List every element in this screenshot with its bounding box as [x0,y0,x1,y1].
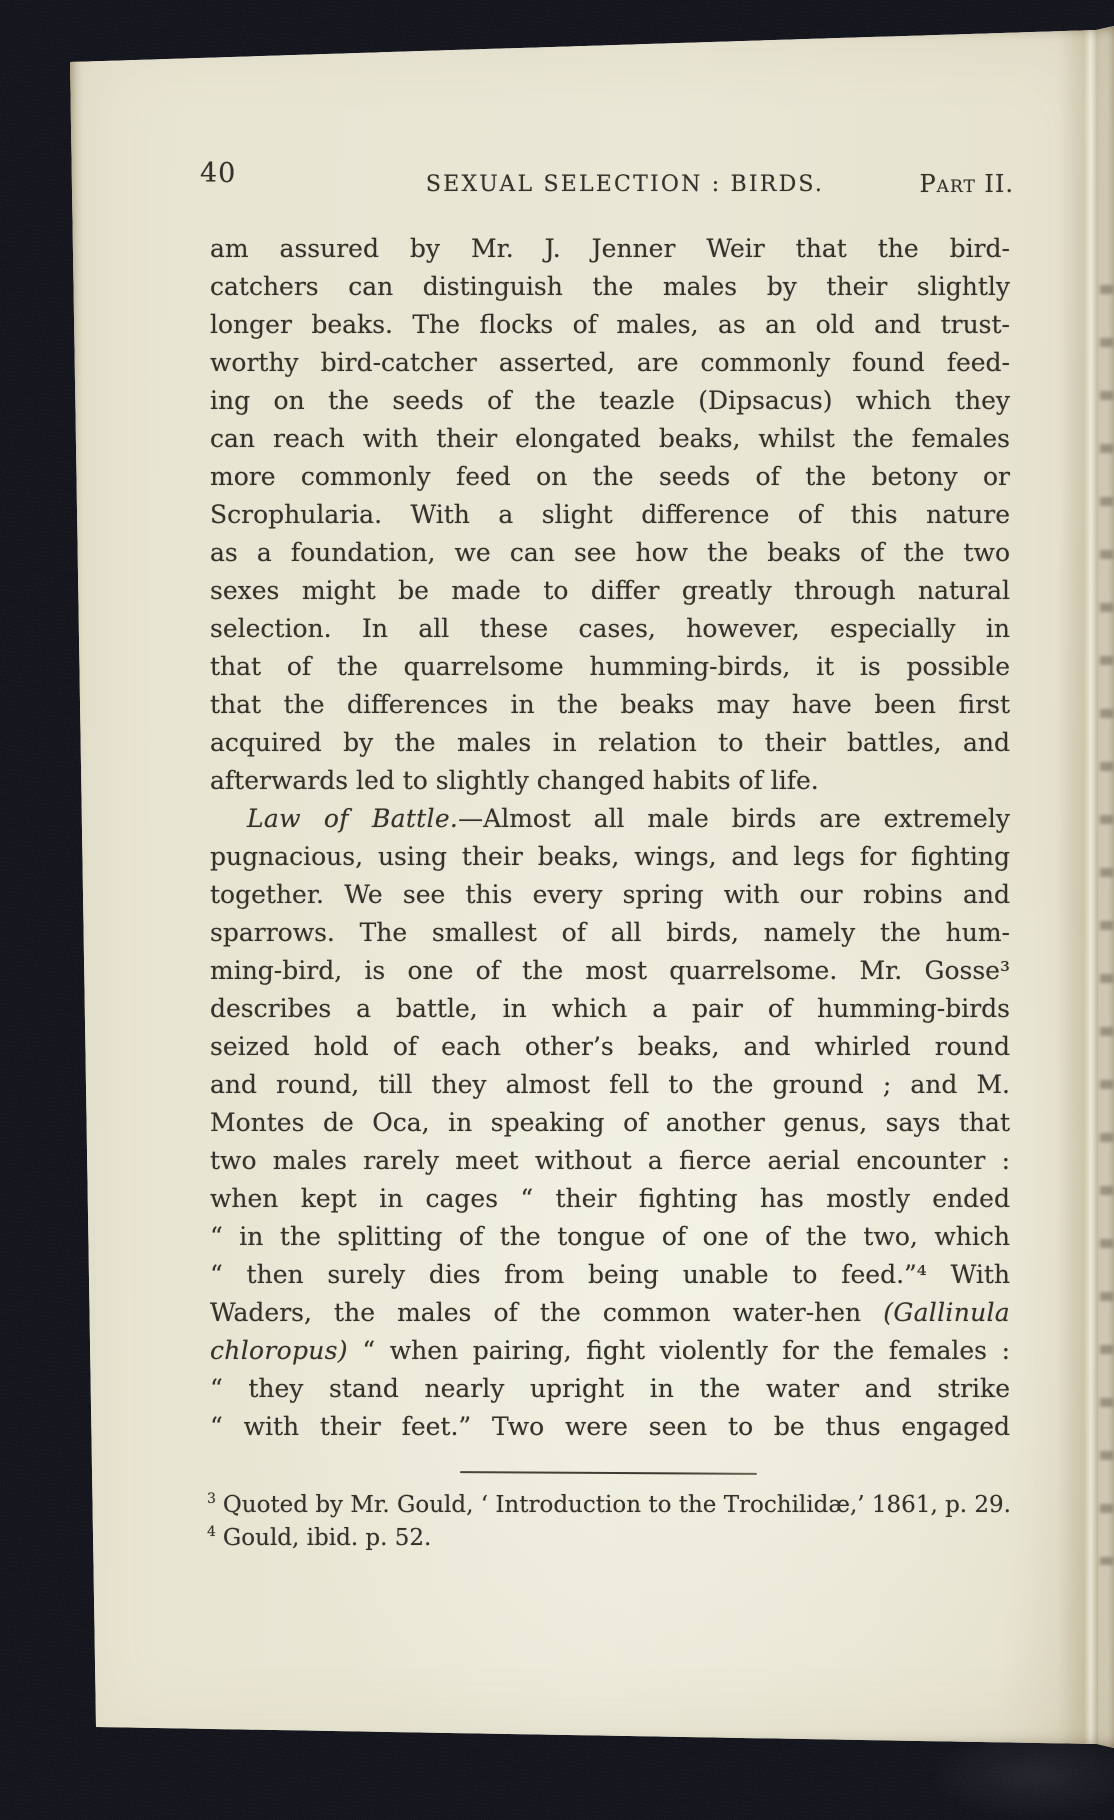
text-line: catchers can distinguish the males by their slightly [210,272,1010,301]
part-label: Part II. [919,170,1014,198]
text-line: together. We see this every spring with our robins and [210,880,1010,909]
text-line: am assured by Mr. J. Jenner Weir that the bird- [210,234,1010,263]
text-line: can reach with their elongated beaks, whilst the females [210,424,1010,453]
text-line: longer beaks. The flocks of males, as an old and trust- [210,310,1010,339]
text-line: “ in the splitting of the tongue of one of the two, which [210,1222,1010,1251]
text-line: pugnacious, using their beaks, wings, and legs for fighting [210,842,1010,871]
text-line: as a foundation, we can see how the beaks of the two [210,538,1010,567]
text-line: sexes might be made to differ greatly through natural [210,576,1010,605]
text-line: two males rarely meet without a fierce aerial encounter : [210,1146,1010,1175]
running-title: SEXUAL SELECTION : BIRDS. [425,172,825,197]
footnote-text: Quoted by Mr. Gould, ‘ Introduction to the Trochilidæ,’ 1861, p. 29. [222,1492,1011,1518]
text-line: when kept in cages “ their fighting has mostly ended [210,1184,1010,1213]
footnotes [207,1489,1017,1555]
text-line: “ then surely dies from being unable to feed.”⁴ With [210,1260,1010,1289]
text-line: “ they stand nearly upright in the water and strike [210,1374,1010,1403]
footnote-text: Gould, ibid. p. 52. [222,1525,432,1551]
text-line: Scrophularia. With a slight difference of this nature [210,500,1010,529]
footnote-marker: 4 [207,1524,216,1540]
text-line: describes a battle, in which a pair of humming-birds [210,994,1010,1023]
text-line: selection. In all these cases, however, especially in [210,614,1010,643]
text-block [210,230,1010,1446]
text-line: more commonly feed on the seeds of the betony or [210,462,1010,491]
text-line: acquired by the males in relation to their battles, and [210,728,1010,757]
text-line: “ with their feet.” Two were seen to be thus engaged [210,1412,1010,1441]
text-line: ming-bird, is one of the most quarrelsome. Mr. Gosse³ [210,956,1010,985]
text-line: that the differences in the beaks may have been first [210,690,1010,719]
footnote-marker: 3 [207,1491,216,1507]
text-line: sparrows. The smallest of all birds, namely the hum- [210,918,1010,947]
footnote-separator-rule [460,1471,757,1475]
text-line: Law of Battle.—Almost all male birds are extremely [247,804,1010,833]
text-line: Waders, the males of the common water-hen (Gallinula [210,1298,1010,1327]
text-line: and round, till they almost fell to the ground ; and M. [210,1070,1010,1099]
page-number: 40 [200,158,237,189]
text-line: seized hold of each other’s beaks, and whirled round [210,1032,1010,1061]
text-line: worthy bird-catcher asserted, are commonly found feed- [210,348,1010,377]
text-line: Montes de Oca, in speaking of another genus, says that [210,1108,1010,1137]
text-line: chloropus) “ when pairing, fight violently for the females : [210,1336,1010,1365]
text-line: afterwards led to slightly changed habits of life. [210,766,819,795]
footnote [207,1522,1017,1555]
text-line: that of the quarrelsome humming-birds, it is possible [210,652,1010,681]
text-line: ing on the seeds of the teazle (Dipsacus) which they [210,386,1010,415]
footnote [207,1489,1017,1522]
